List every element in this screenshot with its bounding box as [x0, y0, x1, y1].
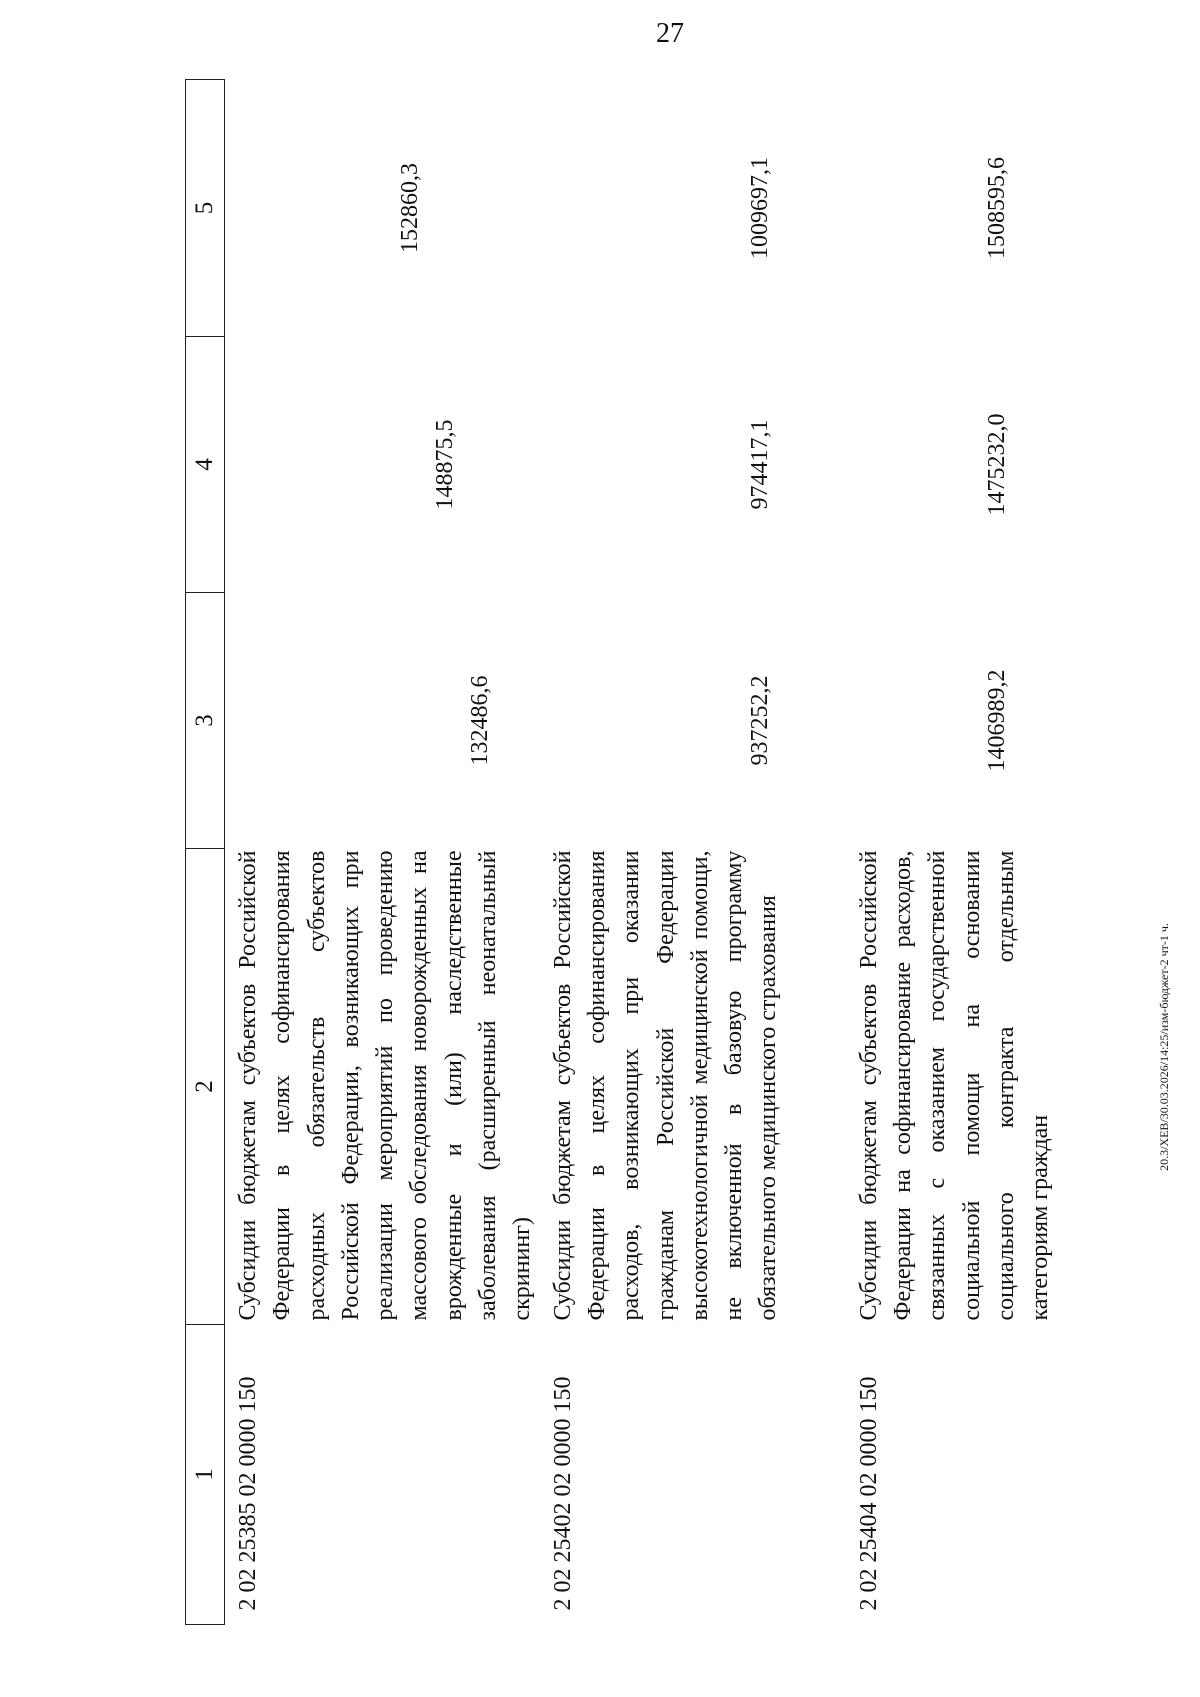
amount-value: 1508595,6: [983, 157, 1010, 259]
amount-col-5: [225, 80, 540, 337]
budget-code: 2 02 25402 02 0000 150: [549, 1376, 576, 1611]
amount-col-3: [846, 593, 1062, 849]
subsidy-description: Субсидии бюджетам субъектов Российской Федерации в целях софинансирования расходных обязательств субъектов Российской Федерации, возникающих при реализации мероприятий по проведению массового обследования новорожденных на врожденные и (или) наследственные заболевания (расширенный неонатальный скрининг): [235, 850, 536, 1321]
budget-table: [185, 79, 1062, 1625]
amount-col-3: [540, 593, 846, 849]
table-row: [225, 80, 540, 1625]
amount-value: 937252,2: [746, 675, 773, 766]
table-row: [846, 80, 1062, 1625]
amount-value: 974417,1: [746, 419, 773, 510]
amount-col-3: [225, 593, 540, 849]
budget-code: 2 02 25385 02 0000 150: [235, 1376, 261, 1611]
header-col-3: 3: [186, 593, 225, 849]
header-col-2: 2: [186, 849, 225, 1325]
amount-col-4: [225, 337, 540, 593]
subsidy-description: Субсидии бюджетам субъектов Российской Федерации в целях софинансирования расходов, возникающих при оказании гражданам Российской Федерации высокотехнологичной медицинской помощи, не включенной в базовую программу обязательного медицинского страхования: [549, 850, 782, 1321]
amount-value: 1406989,2: [983, 669, 1010, 772]
subsidy-description: Субсидии бюджетам субъектов Российской Федерации на софинансирование расходов, связанных с оказанием государственной социальной помощи на основании социального контракта отдельным категориям граждан: [855, 850, 1054, 1321]
amount-col-5: [540, 80, 846, 337]
document-footer-code: 20.3/XEB/30.03.2026/14:25/изм-бюджет-2 чт-1 ч.: [1157, 923, 1171, 1171]
amount-value: 132486,6: [467, 675, 493, 766]
header-col-5: 5: [186, 80, 225, 337]
header-col-1: 1: [186, 1325, 225, 1625]
table-header-row: [186, 80, 225, 1625]
amount-value: 148875,5: [432, 419, 458, 510]
header-col-4: 4: [186, 337, 225, 593]
amount-col-4: [540, 337, 846, 593]
table-row: [540, 80, 846, 1625]
amount-col-5: [846, 80, 1062, 337]
rotated-table-frame: [185, 80, 1075, 1625]
amount-value: 152860,3: [397, 163, 423, 253]
amount-value: 1475232,0: [983, 413, 1010, 516]
budget-code: 2 02 25404 02 0000 150: [855, 1376, 882, 1611]
amount-value: 1009697,1: [746, 157, 773, 259]
amount-col-4: [846, 337, 1062, 593]
page-number: 27: [656, 18, 684, 49]
